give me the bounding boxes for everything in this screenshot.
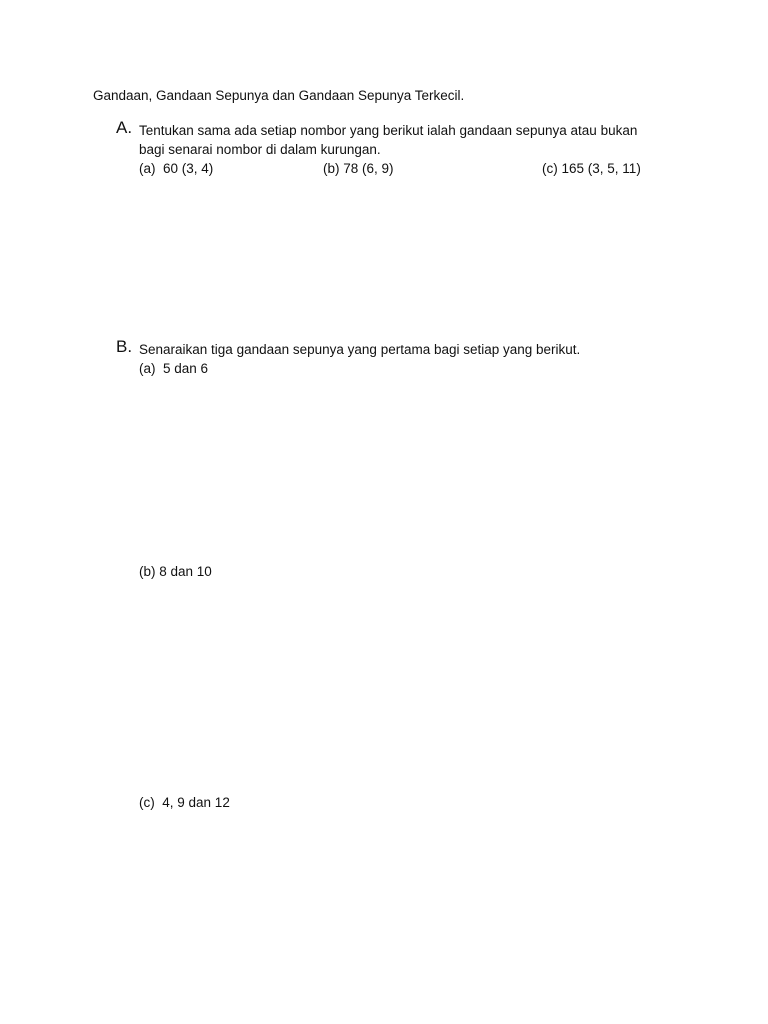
section-a-instruction-line2: bagi senarai nombor di dalam kurungan. [139,142,381,157]
section-b-letter: B. [116,337,133,356]
item-text: 165 (3, 5, 11) [561,161,641,176]
item-label: (b) [323,161,340,176]
item-label: (c) [139,795,155,810]
section-a-item-b [323,161,394,176]
item-text: 8 dan 10 [159,564,212,579]
section-a-item-a [139,161,213,176]
section-b-item-a [139,361,208,376]
item-text: 4, 9 dan 12 [162,795,230,810]
section-a-letter: A. [116,118,133,137]
section-b-instruction: Senaraikan tiga gandaan sepunya yang pertama bagi setiap yang berikut. [139,342,581,357]
item-label: (b) [139,564,156,579]
section-a-instruction-line1: Tentukan sama ada setiap nombor yang berikut ialah gandaan sepunya atau bukan [139,123,638,138]
section-a-item-c [542,161,641,176]
page-title: Gandaan, Gandaan Sepunya dan Gandaan Sepunya Terkecil. [93,88,465,103]
section-b-item-c [139,795,230,810]
item-label: (c) [542,161,558,176]
item-text: 5 dan 6 [163,361,209,376]
item-text: 78 (6, 9) [343,161,394,176]
item-label: (a) [139,361,156,376]
item-text: 60 (3, 4) [163,161,214,176]
section-b-item-b [139,564,212,579]
item-label: (a) [139,161,156,176]
